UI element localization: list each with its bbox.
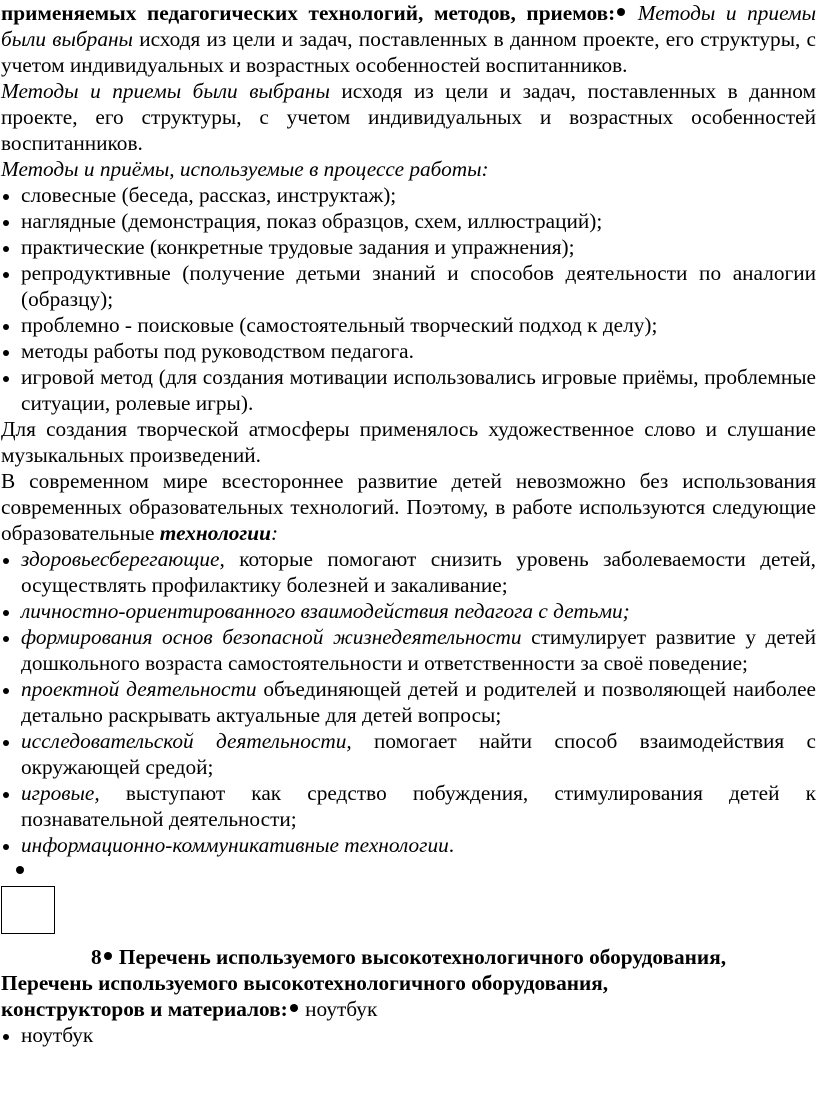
equipment-list: [1, 1022, 816, 1048]
list-item: словесные (беседа, рассказ, инструктаж);: [1, 182, 816, 208]
methods-list: [1, 182, 816, 416]
methods-text: исходя из цели и задач, поставленных в данном проекте, его структуры, с учетом индивидуальных и возрастных особенностей воспитанников.: [1, 79, 816, 155]
intro-italic: Методы и приемы были выбраны: [1, 1, 816, 51]
bullet-icon: [1, 858, 816, 884]
section-heading: [1, 944, 816, 970]
list-item: проблемно - поисковые (самостоятельный творческий подход к делу);: [1, 312, 816, 338]
list-item: ноутбук: [1, 1022, 816, 1048]
intro-heading: применяемых педагогических технологий, методов, приемов:: [1, 1, 616, 25]
list-item: методы работы под руководством педагога.: [1, 338, 816, 364]
methods-italic: Методы и приемы были выбраны: [1, 79, 330, 103]
list-item: игровые, выступают как средство побуждения, стимулирования детей к познавательной деятельности;: [1, 780, 816, 832]
list-item: личностно-ориентированного взаимодействия педагога с детьми;: [1, 598, 816, 624]
methods-heading: Методы и приёмы, используемые в процессе работы:: [1, 157, 489, 181]
list-item: здоровьесберегающие, которые помогают снизить уровень заболеваемости детей, осуществлять профилактику болезней и закаливание;: [1, 546, 816, 598]
section-line: конструкторов и материалов: ноутбук: [1, 997, 378, 1021]
list-item: информационно-коммуникативные технологии.: [1, 832, 816, 858]
modern-paragraph: В современном мире всестороннее развитие детей невозможно без использования современных образовательных технологий. Поэтому, в работе используются следующие образовательные технологии:: [1, 469, 816, 545]
technologies-keyword: технологии: [159, 521, 271, 545]
list-item: проектной деятельности объединяющей детей и родителей и позволяющей наиболее детально раскрывать актуальные для детей вопросы;: [1, 676, 816, 728]
intro-paragraph: [1, 0, 816, 78]
list-item: наглядные (демонстрация, показ образцов, схем, иллюстраций);: [1, 208, 816, 234]
bullet-icon: [104, 952, 112, 960]
section-number: 8: [90, 945, 102, 969]
intro-text: исходя из цели и задач, поставленных в данном проекте, его структуры, с учетом индивидуальных и возрастных особенностей воспитанников.: [1, 27, 816, 77]
list-item: практические (конкретные трудовые задания и упражнения);: [1, 234, 816, 260]
list-item: репродуктивные (получение детьми знаний и способов деятельности по аналогии (образцу);: [1, 260, 816, 312]
atmosphere-paragraph: Для создания творческой атмосферы применялось художественное слово и слушание музыкальных произведений.: [1, 417, 816, 467]
bullet-icon: [290, 1004, 298, 1012]
section-title: Перечень используемого высокотехнологичного оборудования,: [118, 945, 727, 969]
list-item: игровой метод (для создания мотивации использовались игровые приёмы, проблемные ситуации, ролевые игры).: [1, 364, 816, 416]
bullet-icon: [617, 8, 625, 16]
methods-paragraph: [1, 78, 816, 156]
list-item: формирования основ безопасной жизнедеятельности стимулирует развитие у детей дошкольного возраста самостоятельности и ответственности за своё поведение;: [1, 624, 816, 676]
empty-box: [1, 886, 55, 934]
list-item: исследовательской деятельности, помогает найти способ взаимодействия с окружающей средой;: [1, 728, 816, 780]
section-line: Перечень используемого высокотехнологичного оборудования,: [1, 971, 609, 995]
technologies-list: [1, 546, 816, 858]
